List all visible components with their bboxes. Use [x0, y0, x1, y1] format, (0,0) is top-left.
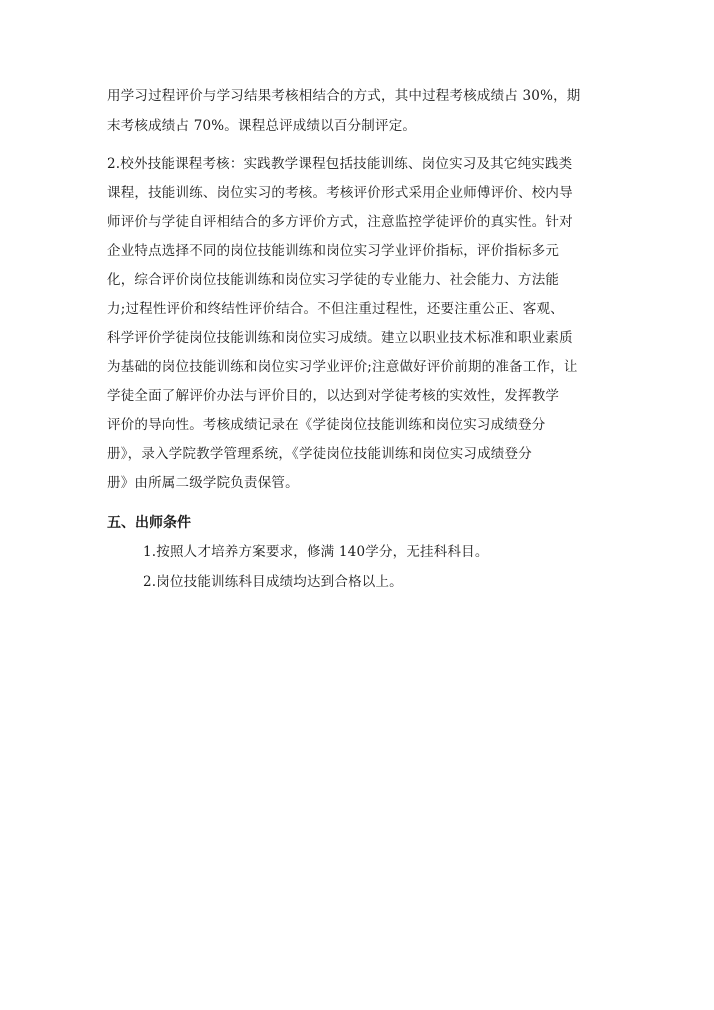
- para1-line-2: 末考核成绩占 70%。课程总评成绩以百分制评定。: [107, 118, 417, 134]
- para2-line-9: 学徒全面了解评价办法与评价目的，以达到对学徒考核的实效性，发挥教学: [107, 388, 560, 404]
- para2-line-4: 企业特点选择不同的岗位技能训练和岗位实习学业评价指标，评价指标多元: [107, 243, 560, 259]
- condition-item-2: 2.岗位技能训练科目成绩均达到合格以上。: [143, 574, 403, 590]
- condition-item-1: 1.按照人才培养方案要求，修满 140学分，无挂科科目。: [143, 544, 489, 560]
- para1-line-1: 用学习过程评价与学习结果考核相结合的方式，其中过程考核成绩占 30%，期: [107, 88, 581, 104]
- para2-line-12: 册》由所属二级学院负责保管。: [107, 475, 299, 491]
- para2-line-7: 科学评价学徒岗位技能训练和岗位实习成绩。建立以职业技术标准和职业素质: [107, 330, 573, 346]
- para2-line-8: 为基础的岗位技能训练和岗位实习学业评价;注意做好评价前期的准备工作，让: [107, 359, 578, 375]
- para2-line-11: 册》，录入学院教学管理系统，《学徒岗位技能训练和岗位实习成绩登分: [107, 446, 532, 462]
- section-heading: 五、出师条件: [107, 515, 191, 531]
- para2-line-1: 2.校外技能课程考核：实践教学课程包括技能训练、岗位实习及其它纯实践类: [107, 156, 573, 172]
- para2-line-3: 师评价与学徒自评相结合的多方评价方式，注意监控学徒评价的真实性。针对: [107, 214, 573, 230]
- para2-line-2: 课程，技能训练、岗位实习的考核。考核评价形式采用企业师傅评价、校内导: [107, 185, 573, 201]
- para2-line-5: 化，综合评价岗位技能训练和岗位实习学徒的专业能力、社会能力、方法能: [107, 272, 560, 288]
- para2-line-10: 评价的导向性。考核成绩记录在《学徒岗位技能训练和岗位实习成绩登分: [107, 417, 546, 433]
- para2-line-6: 力;过程性评价和终结性评价结合。不但注重过程性，还要注重公正、客观、: [107, 301, 564, 317]
